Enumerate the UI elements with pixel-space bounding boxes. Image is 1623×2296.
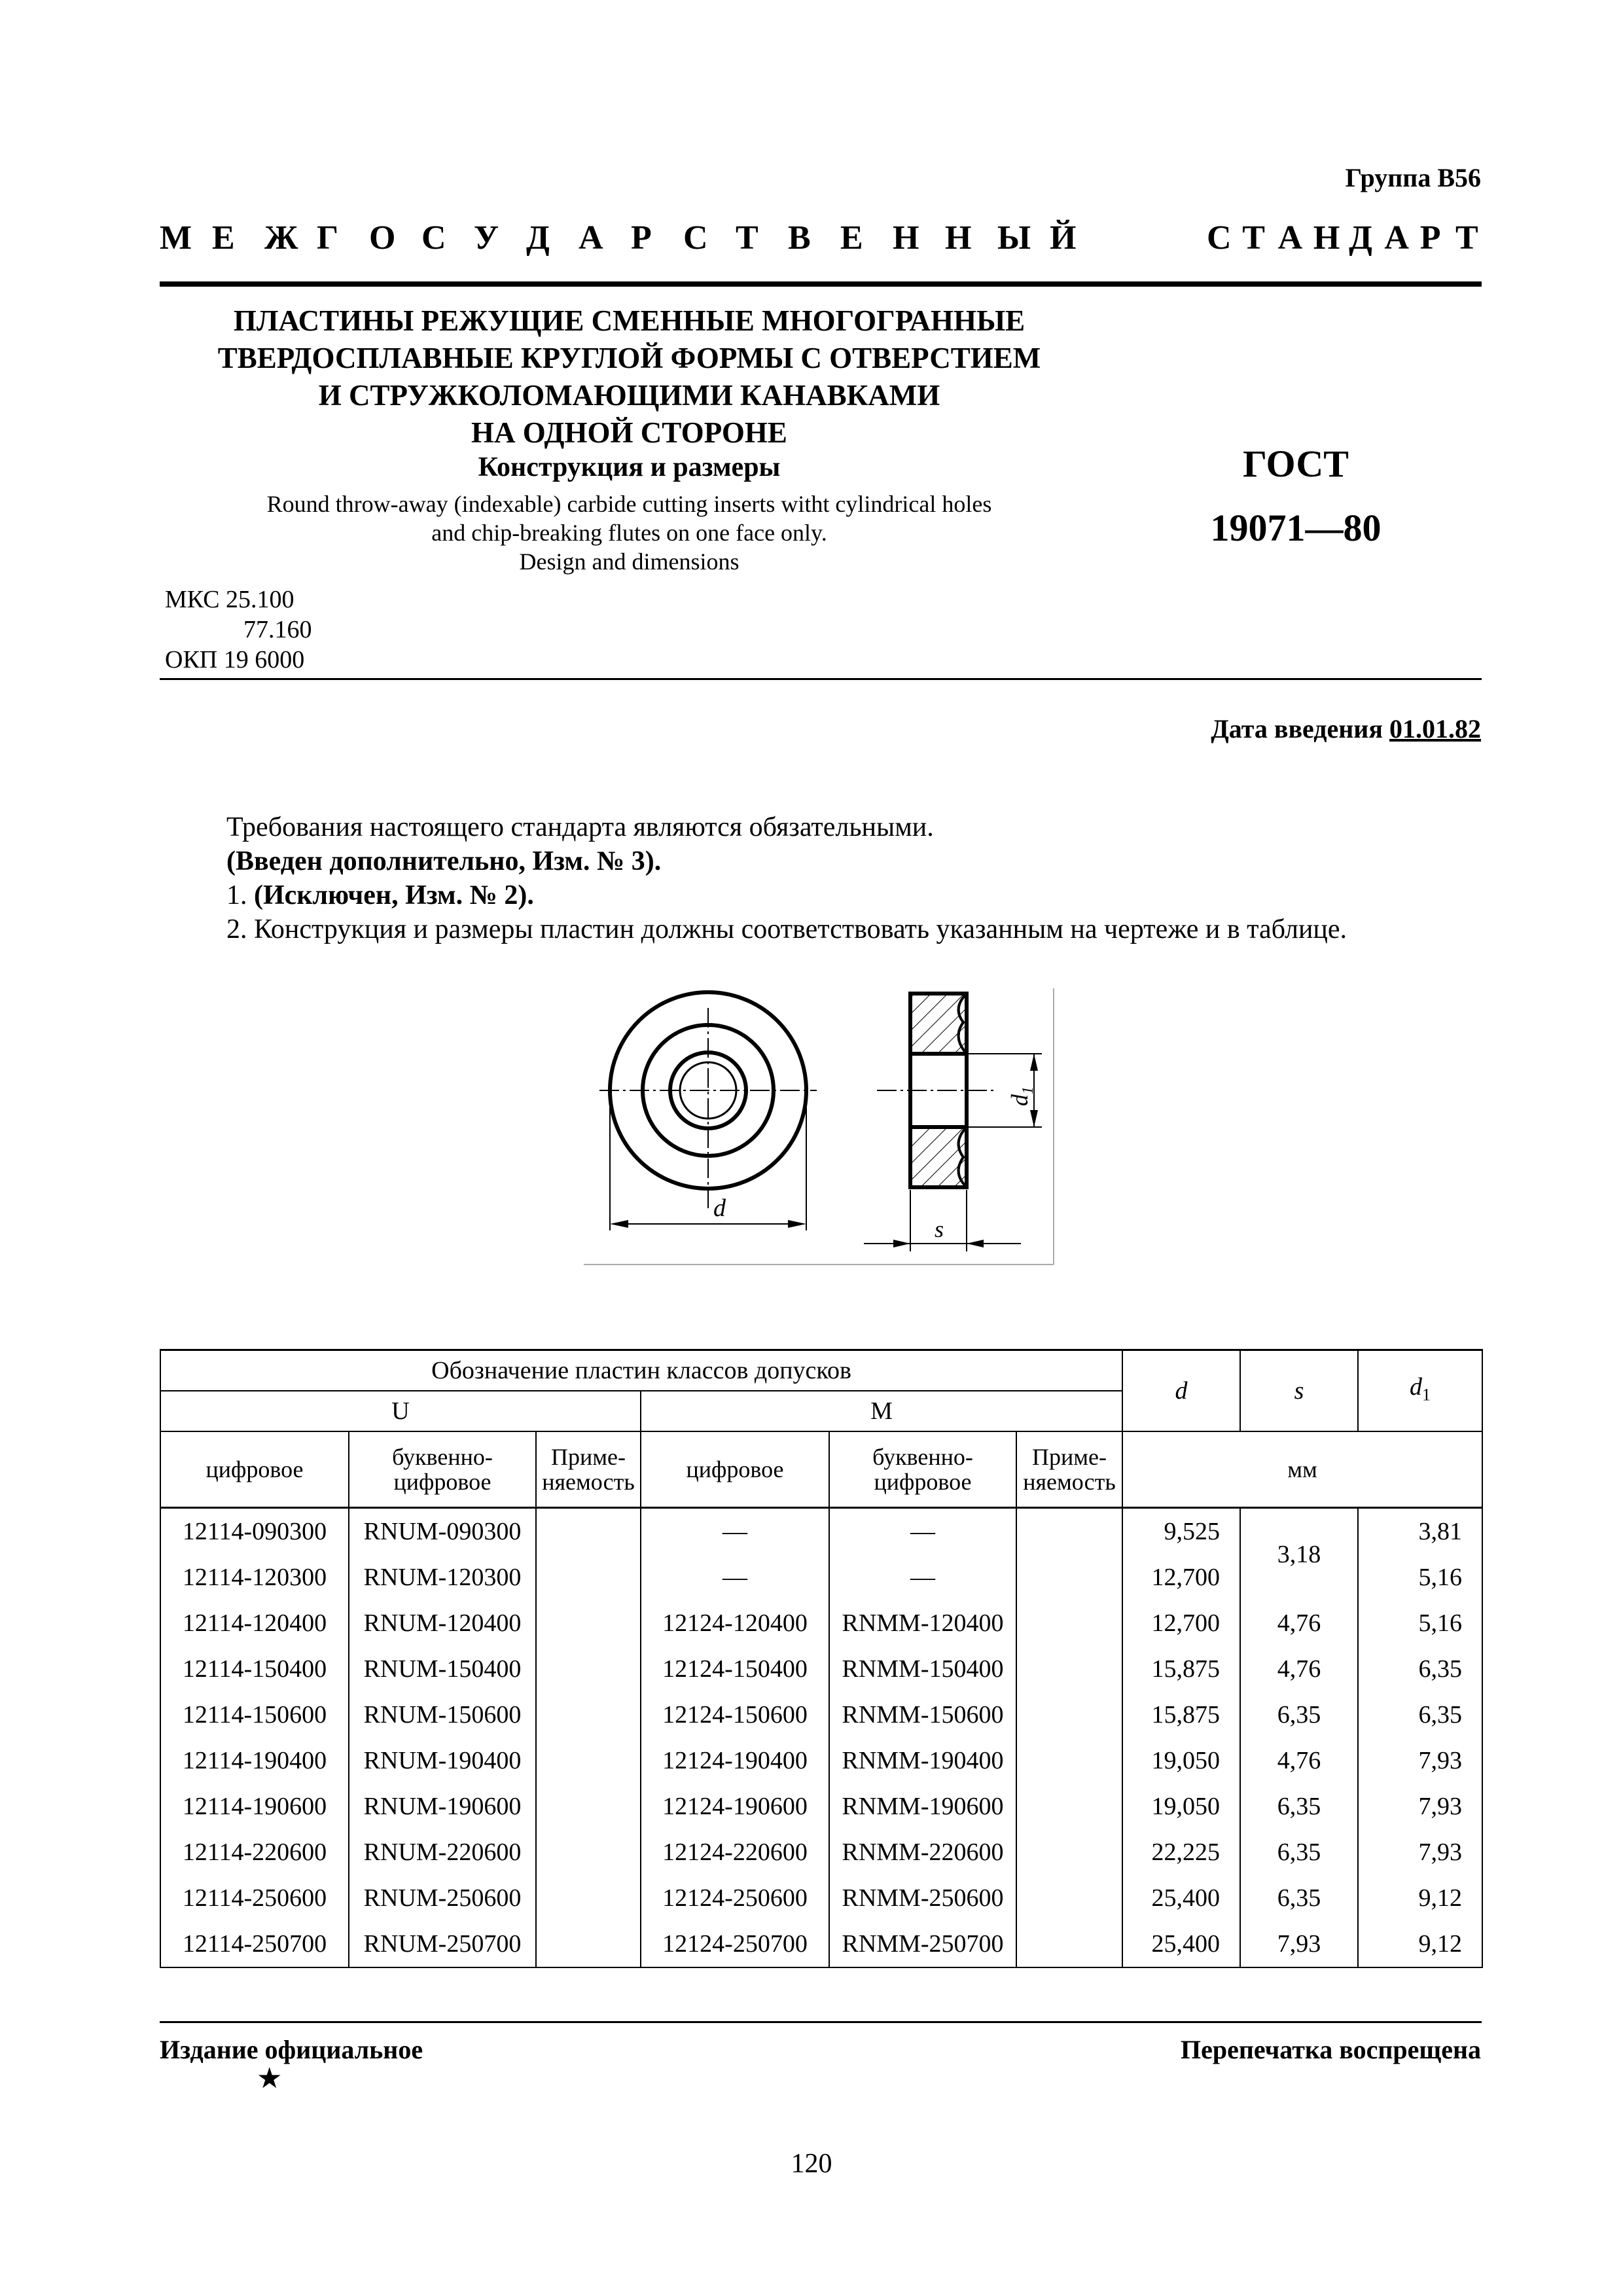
banner-letter: Г bbox=[317, 219, 339, 257]
cell-m-alnum: RNMM-220600 bbox=[829, 1829, 1016, 1875]
cell-u-alnum: RNUM-250700 bbox=[349, 1921, 536, 1967]
cell-u-numeric: 12114-150400 bbox=[160, 1646, 349, 1692]
paragraph-amendment: (Введен дополнительно, Изм. № 3). bbox=[226, 846, 662, 876]
cell-d1: 5,16 bbox=[1358, 1554, 1482, 1600]
cell-m-applic bbox=[1016, 1600, 1122, 1646]
cell-d1: 5,16 bbox=[1358, 1600, 1482, 1646]
cell-d: 22,225 bbox=[1122, 1829, 1240, 1875]
cell-d: 25,400 bbox=[1122, 1921, 1240, 1967]
cell-s: 4,76 bbox=[1240, 1646, 1358, 1692]
cell-s: 6,35 bbox=[1240, 1875, 1358, 1921]
cell-u-numeric: 12114-120400 bbox=[160, 1600, 349, 1646]
banner-letter: Т bbox=[736, 219, 758, 257]
header-unit: мм bbox=[1122, 1431, 1482, 1508]
cell-m-alnum: RNMM-250600 bbox=[829, 1875, 1016, 1921]
banner-letter: Н bbox=[1313, 219, 1340, 257]
banner-letter: Д bbox=[1349, 219, 1372, 257]
cell-u-alnum: RNUM-150400 bbox=[349, 1646, 536, 1692]
dimension-d-label: d bbox=[713, 1194, 726, 1222]
footer-reprint-prohibited: Перепечатка воспрещена bbox=[1181, 2035, 1481, 2064]
cell-m-applic bbox=[1016, 1692, 1122, 1738]
effective-date-label: Дата введения bbox=[1211, 714, 1383, 744]
banner-letter: Е bbox=[840, 219, 863, 257]
document-subtitle: Конструкция и размеры bbox=[478, 452, 781, 482]
title-line: ПЛАСТИНЫ РЕЖУЩИЕ СМЕННЫЕ МНОГОГРАННЫЕ bbox=[233, 304, 1026, 337]
header-m-numeric: цифровое bbox=[641, 1431, 829, 1508]
banner-letter: Т bbox=[1242, 219, 1265, 257]
cell-d1: 9,12 bbox=[1358, 1875, 1482, 1921]
cell-u-applic bbox=[536, 1784, 641, 1829]
cell-d1: 9,12 bbox=[1358, 1921, 1482, 1967]
banner-letter: У bbox=[474, 219, 499, 257]
group-label: Группа В56 bbox=[1345, 163, 1481, 192]
banner-letter: С bbox=[683, 219, 708, 257]
dimension-s-label: s bbox=[935, 1216, 944, 1242]
banner-letter: М bbox=[160, 219, 192, 257]
header-class-m: M bbox=[641, 1391, 1122, 1431]
mks-code: МКС 25.100 bbox=[165, 586, 294, 613]
cell-m-alnum: RNMM-190600 bbox=[829, 1784, 1016, 1829]
english-title-line: Design and dimensions bbox=[519, 548, 740, 575]
cell-m-numeric: 12124-150600 bbox=[641, 1692, 829, 1738]
paragraph-clause-2: 2. Конструкция и размеры пластин должны соответствовать указанным на чертеже и в таблице. bbox=[226, 914, 1347, 944]
cell-m-applic bbox=[1016, 1646, 1122, 1692]
banner-letter: А bbox=[1277, 219, 1303, 257]
cell-u-numeric: 12114-090300 bbox=[160, 1508, 349, 1555]
table-row bbox=[160, 1646, 1482, 1692]
cell-d1: 7,93 bbox=[1358, 1784, 1482, 1829]
cell-m-alnum: RNMM-120400 bbox=[829, 1600, 1016, 1646]
title-line: И СТРУЖКОЛОМАЮЩИМИ КАНАВКАМИ bbox=[318, 379, 940, 412]
cell-u-applic bbox=[536, 1692, 641, 1738]
cell-m-applic bbox=[1016, 1829, 1122, 1875]
page-number: 120 bbox=[791, 2149, 832, 2179]
header-m-applic: Приме-няемость bbox=[1016, 1431, 1122, 1508]
banner-letter: А bbox=[579, 219, 603, 257]
header-u-numeric: цифровое bbox=[160, 1431, 349, 1508]
cell-u-numeric: 12114-250700 bbox=[160, 1921, 349, 1967]
cell-d1: 3,81 bbox=[1358, 1508, 1482, 1555]
cell-m-alnum: — bbox=[829, 1554, 1016, 1600]
banner-letter: Р bbox=[1419, 219, 1441, 257]
cell-u-applic bbox=[536, 1554, 641, 1600]
cell-u-alnum: RNUM-120400 bbox=[349, 1600, 536, 1646]
title-line: НА ОДНОЙ СТОРОНЕ bbox=[471, 416, 787, 449]
footer-rule bbox=[160, 2021, 1482, 2023]
table-row bbox=[160, 1692, 1482, 1738]
cell-u-applic bbox=[536, 1600, 641, 1646]
cell-d: 12,700 bbox=[1122, 1554, 1240, 1600]
banner-letter: О bbox=[369, 219, 396, 257]
cell-u-alnum: RNUM-090300 bbox=[349, 1508, 536, 1555]
cell-s: 4,76 bbox=[1240, 1600, 1358, 1646]
english-title bbox=[160, 490, 1099, 576]
cell-m-numeric: — bbox=[641, 1554, 829, 1600]
cell-d: 12,700 bbox=[1122, 1600, 1240, 1646]
cell-u-applic bbox=[536, 1646, 641, 1692]
cell-s: 3,18 bbox=[1240, 1508, 1358, 1601]
classification-codes bbox=[165, 584, 312, 675]
cell-m-alnum: — bbox=[829, 1508, 1016, 1555]
header-rule bbox=[160, 281, 1482, 287]
english-title-line: and chip-breaking flutes on one face only. bbox=[431, 520, 827, 546]
banner-letter: С bbox=[1207, 219, 1232, 257]
english-title-line: Round throw-away (indexable) carbide cutting inserts witht cylindrical holes bbox=[266, 491, 992, 517]
banner-letter: Ж bbox=[264, 219, 298, 257]
cell-s: 4,76 bbox=[1240, 1738, 1358, 1784]
cell-s: 7,93 bbox=[1240, 1921, 1358, 1967]
cell-m-alnum: RNMM-150400 bbox=[829, 1646, 1016, 1692]
paragraph-mandatory: Требования настоящего стандарта являются обязательными. bbox=[226, 812, 934, 842]
cell-m-numeric: 12124-150400 bbox=[641, 1646, 829, 1692]
footer-official-edition: Издание официальное bbox=[160, 2035, 423, 2064]
mks-code: 77.160 bbox=[243, 616, 312, 643]
banner-letter: В bbox=[788, 219, 811, 257]
banner-letter: А bbox=[1384, 219, 1409, 257]
table-row bbox=[160, 1829, 1482, 1875]
cell-u-applic bbox=[536, 1875, 641, 1921]
cell-d: 19,050 bbox=[1122, 1784, 1240, 1829]
cell-u-numeric: 12114-250600 bbox=[160, 1875, 349, 1921]
banner-letter: С bbox=[421, 219, 446, 257]
cell-u-applic bbox=[536, 1829, 641, 1875]
standard-banner bbox=[160, 221, 1482, 274]
cell-u-alnum: RNUM-250600 bbox=[349, 1875, 536, 1921]
banner-letter: Й bbox=[1050, 219, 1077, 257]
cell-m-numeric: 12124-220600 bbox=[641, 1829, 829, 1875]
effective-date-value: 01.01.82 bbox=[1389, 714, 1481, 744]
table-row bbox=[160, 1875, 1482, 1921]
cell-m-alnum: RNMM-150600 bbox=[829, 1692, 1016, 1738]
banner-letter: Ы bbox=[997, 219, 1031, 257]
cell-m-numeric: 12124-120400 bbox=[641, 1600, 829, 1646]
front-view bbox=[599, 992, 817, 1230]
table-body bbox=[160, 1508, 1482, 1968]
cell-m-numeric: 12124-250700 bbox=[641, 1921, 829, 1967]
header-u-alnum: буквенно-цифровое bbox=[349, 1431, 536, 1508]
dimension-d1-label: $d_1$ bbox=[1007, 1086, 1037, 1106]
banner-letter: Н bbox=[945, 219, 972, 257]
gost-code: 19071—80 bbox=[1210, 507, 1382, 549]
cell-u-alnum: RNUM-150600 bbox=[349, 1692, 536, 1738]
banner-letter: Н bbox=[893, 219, 919, 257]
cell-u-alnum: RNUM-120300 bbox=[349, 1554, 536, 1600]
table-row bbox=[160, 1508, 1482, 1555]
table-row bbox=[160, 1738, 1482, 1784]
cell-u-alnum: RNUM-190400 bbox=[349, 1738, 536, 1784]
gost-label: ГОСТ bbox=[1243, 442, 1349, 485]
title-line: ТВЕРДОСПЛАВНЫЕ КРУГЛОЙ ФОРМЫ С ОТВЕРСТИЕМ bbox=[217, 342, 1041, 374]
gost-number bbox=[1165, 432, 1427, 560]
header-d1: $d_1$ bbox=[1358, 1350, 1482, 1432]
side-view bbox=[864, 994, 1042, 1251]
cell-m-applic bbox=[1016, 1921, 1122, 1967]
header-class-u: U bbox=[160, 1391, 641, 1431]
cell-m-applic bbox=[1016, 1554, 1122, 1600]
banner-letter: Т bbox=[1455, 219, 1478, 257]
header-d: d bbox=[1122, 1350, 1240, 1432]
header-u-applic: Приме-няемость bbox=[536, 1431, 641, 1508]
cell-u-numeric: 12114-220600 bbox=[160, 1829, 349, 1875]
cell-m-numeric: 12124-190400 bbox=[641, 1738, 829, 1784]
cell-m-applic bbox=[1016, 1784, 1122, 1829]
clause-number: 1. bbox=[226, 880, 247, 910]
cell-m-numeric: 12124-190600 bbox=[641, 1784, 829, 1829]
document-title bbox=[160, 302, 1099, 452]
cell-u-alnum: RNUM-220600 bbox=[349, 1829, 536, 1875]
cell-d: 15,875 bbox=[1122, 1692, 1240, 1738]
cell-m-alnum: RNMM-250700 bbox=[829, 1921, 1016, 1967]
table-row bbox=[160, 1921, 1482, 1967]
effective-date bbox=[1211, 713, 1481, 744]
okp-code: ОКП 19 6000 bbox=[165, 646, 305, 673]
cell-m-alnum: RNMM-190400 bbox=[829, 1738, 1016, 1784]
cell-d: 15,875 bbox=[1122, 1646, 1240, 1692]
cell-u-numeric: 12114-150600 bbox=[160, 1692, 349, 1738]
title-block-rule bbox=[160, 678, 1482, 680]
cell-d: 25,400 bbox=[1122, 1875, 1240, 1921]
cell-d1: 7,93 bbox=[1358, 1738, 1482, 1784]
star-icon: ★ bbox=[257, 2062, 283, 2094]
cell-u-numeric: 12114-190400 bbox=[160, 1738, 349, 1784]
table-row bbox=[160, 1600, 1482, 1646]
cell-d1: 7,93 bbox=[1358, 1829, 1482, 1875]
header-s: s bbox=[1240, 1350, 1358, 1432]
cell-d: 19,050 bbox=[1122, 1738, 1240, 1784]
clause-1-text: (Исключен, Изм. № 2). bbox=[254, 880, 534, 910]
cell-d1: 6,35 bbox=[1358, 1692, 1482, 1738]
header-m-alnum: буквенно-цифровое bbox=[829, 1431, 1016, 1508]
banner-letter: Д bbox=[526, 219, 550, 257]
inserts-table bbox=[160, 1349, 1483, 1968]
cell-u-applic bbox=[536, 1921, 641, 1967]
cell-u-applic bbox=[536, 1508, 641, 1555]
cell-m-numeric: — bbox=[641, 1508, 829, 1555]
cell-u-applic bbox=[536, 1738, 641, 1784]
cell-m-applic bbox=[1016, 1508, 1122, 1555]
banner-letter: Е bbox=[212, 219, 235, 257]
paragraph-clause-1 bbox=[226, 880, 534, 911]
insert-drawing bbox=[576, 982, 1060, 1276]
cell-s: 6,35 bbox=[1240, 1692, 1358, 1738]
cell-u-alnum: RNUM-190600 bbox=[349, 1784, 536, 1829]
header-designation: Обозначение пластин классов допусков bbox=[160, 1350, 1122, 1391]
table-row bbox=[160, 1784, 1482, 1829]
cell-u-numeric: 12114-190600 bbox=[160, 1784, 349, 1829]
cell-s: 6,35 bbox=[1240, 1784, 1358, 1829]
cell-m-applic bbox=[1016, 1875, 1122, 1921]
cell-m-numeric: 12124-250600 bbox=[641, 1875, 829, 1921]
cell-d: 9,525 bbox=[1122, 1508, 1240, 1555]
banner-letter: Р bbox=[631, 219, 652, 257]
cell-u-numeric: 12114-120300 bbox=[160, 1554, 349, 1600]
cell-s: 6,35 bbox=[1240, 1829, 1358, 1875]
cell-m-applic bbox=[1016, 1738, 1122, 1784]
cell-d1: 6,35 bbox=[1358, 1646, 1482, 1692]
